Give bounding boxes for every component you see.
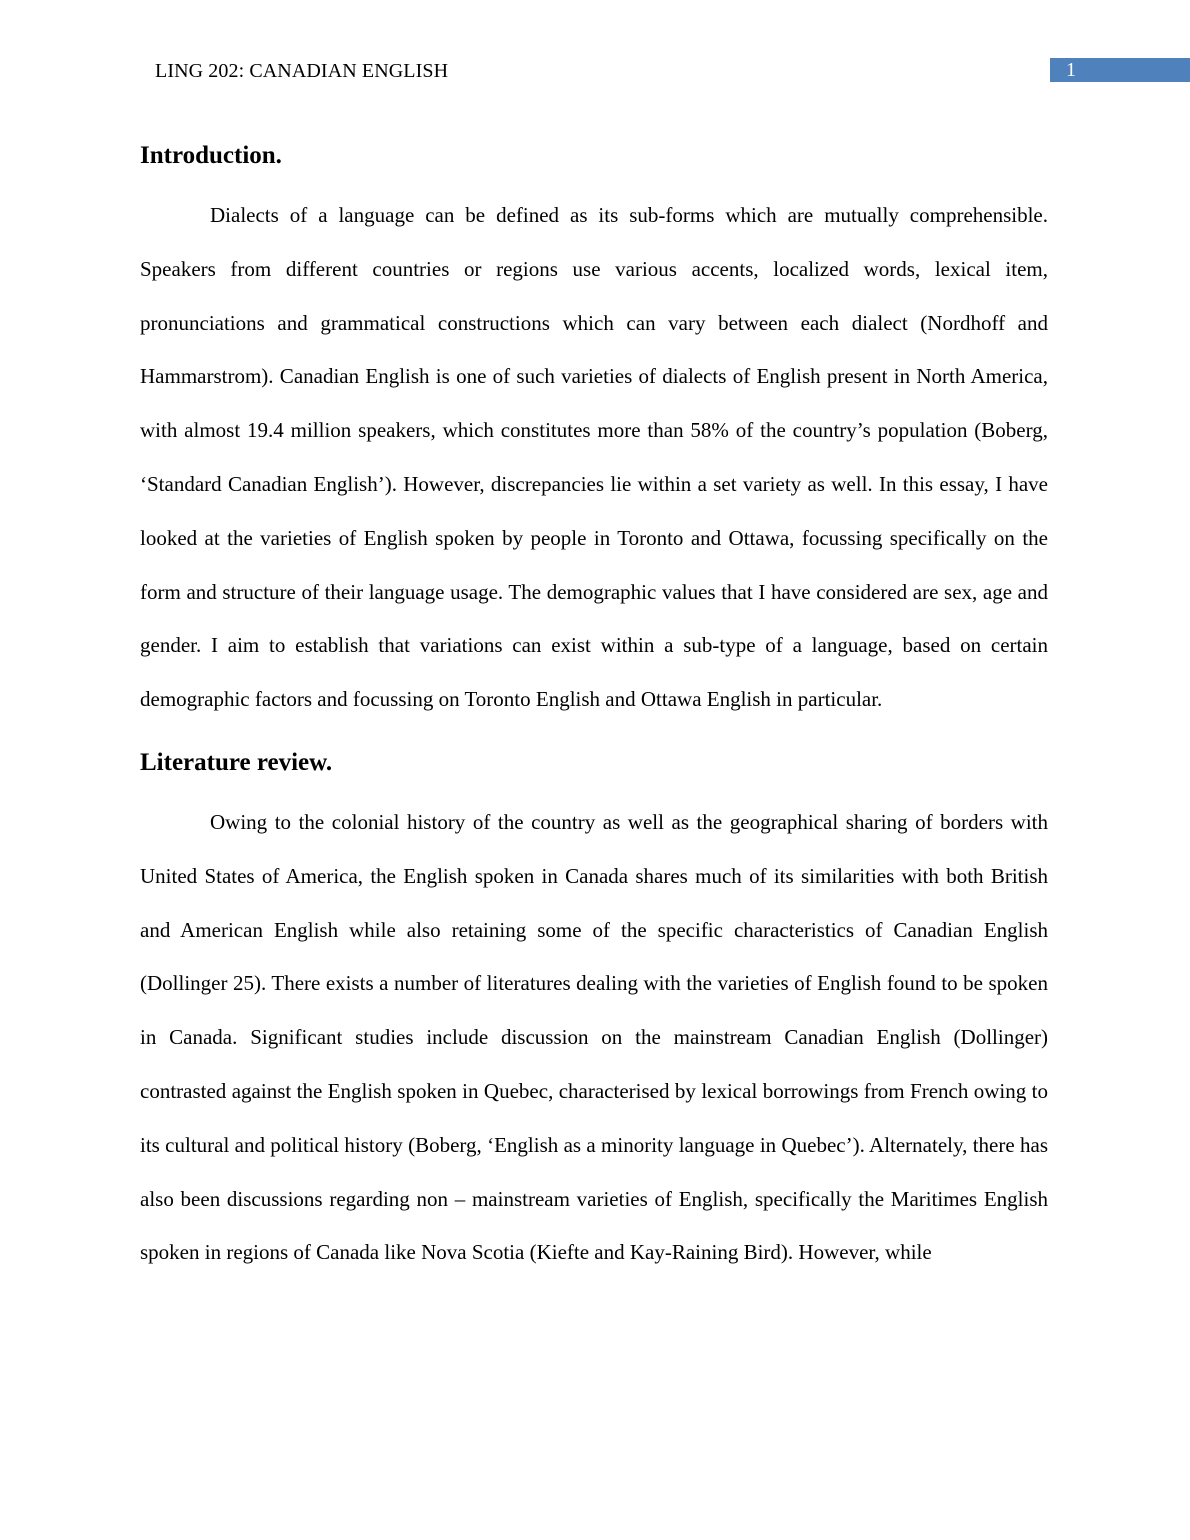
page-number: 1: [1066, 59, 1076, 81]
running-head: LING 202: CANADIAN ENGLISH: [155, 60, 449, 82]
document-body: [140, 136, 1048, 1280]
section-heading: Introduction.: [140, 142, 282, 169]
section-paragraph: Owing to the colonial history of the country as well as the geographical sharing of borders with United States of America, the English spoken in Canada shares much of its similarities with both British and American English while also retaining some of the specific characteristics of Canadian English (Dollinger 25). There exists a number of literatures dealing with the varieties of English found to be spoken in Canada. Significant studies include discussion on the mainstream Canadian English (Dollinger) contrasted against the English spoken in Quebec, characterised by lexical borrowings from French owing to its cultural and political history (Boberg, ‘English as a minority language in Quebec’). Alternately, there has also been discussions regarding non – mainstream varieties of English, specifically the Maritimes English spoken in regions of Canada like Nova Scotia (Kiefte and Kay-Raining Bird). However, while: [140, 809, 1048, 1265]
section-paragraph: Dialects of a language can be defined as its sub-forms which are mutually comprehensible. Speakers from different countries or regions use various accents, localized words, lexical item, pronunciations and grammatical constructions which can vary between each dialect (Nordhoff and Hammarstrom). Canadian English is one of such varieties of dialects of English present in North America, with almost 19.4 million speakers, which constitutes more than 58% of the country’s population (Boberg, ‘Standard Canadian English’). However, discrepancies lie within a set variety as well. In this essay, I have looked at the varieties of English spoken by people in Toronto and Ottawa, focussing specifically on the form and structure of their language usage. The demographic values that I have considered are sex, age and gender. I aim to establish that variations can exist within a sub-type of a language, based on certain demographic factors and focussing on Toronto English and Ottawa English in particular.: [140, 203, 1048, 712]
section-heading: Literature review.: [140, 748, 333, 776]
section-introduction: [140, 136, 1048, 727]
page-number-box: [1050, 58, 1190, 82]
section-literature-review: [140, 743, 1048, 1280]
